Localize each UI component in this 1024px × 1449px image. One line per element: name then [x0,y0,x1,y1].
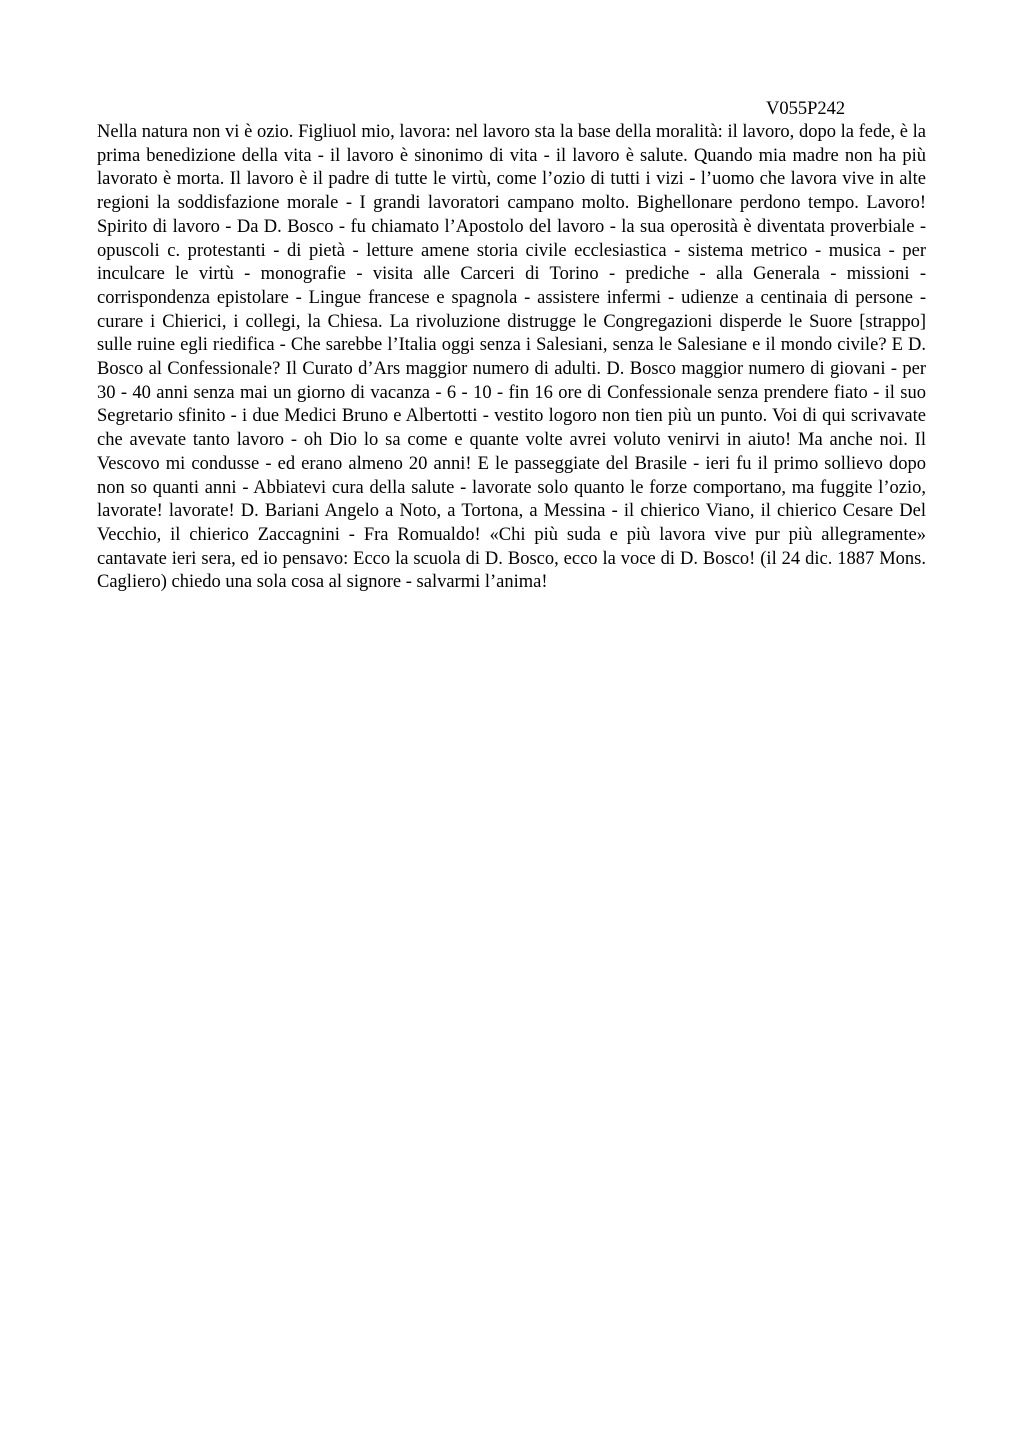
body-paragraph: Nella natura non vi è ozio. Figliuol mio, lavora: nel lavoro sta la base della moralità: il lavoro, dopo la fede, è la prima benedizione della vita - il lavoro è sinonimo di vita - il lavoro è salute. Quando mia madre non ha più lavorato è morta. Il lavoro è il padre di tutte le virtù, come l’ozio di tutti i vizi - l’uomo che lavora vive in alte regioni la soddisfazione morale - I grandi lavoratori campano molto. Bighellonare perdono tempo. Lavoro! Spirito di lavoro - Da D. Bosco - fu chiamato l’Apostolo del lavoro - la sua operosità è diventata proverbiale - opuscoli c. protestanti - di pietà - letture amene storia civile ecclesiastica - sistema metrico - musica - per inculcare le virtù - monografie - visita alle Carceri di Torino - prediche - alla Generala - missioni - corrispondenza epistolare - Lingue francese e spagnola - assistere infermi - udienze a centinaia di persone - curare i Chierici, i collegi, la Chiesa. La rivoluzione distrugge le Congregazioni disperde le Suore [strappo] sulle ruine egli riedifica - Che sarebbe l’Italia oggi senza i Salesiani, senza le Salesiane e il mondo civile? E D. Bosco al Confessionale? Il Curato d’Ars maggior numero di adulti. D. Bosco maggior numero di giovani - per 30 - 40 anni senza mai un giorno di vacanza - 6 - 10 - fin 16 ore di Confessionale senza prendere fiato - il suo Segretario sfinito - i due Medici Bruno e Albertotti - vestito logoro non tien più un punto. Voi di qui scrivavate che avevate tanto lavoro - oh Dio lo sa come e quante volte avrei voluto venirvi in aiuto! Ma anche noi. Il Vescovo mi condusse - ed erano almeno 20 anni! E le passeggiate del Brasile - ieri fu il primo sollievo dopo non so quanti anni - Abbiatevi cura della salute - lavorate solo quanto le forze comportano, ma fuggite l’ozio, lavorate! lavorate! D. Bariani Angelo a Noto, a Tortona, a Messina - il chierico Viano, il chierico Cesare Del Vecchio, il chierico Zaccagnini - Fra Romualdo! «Chi più suda e più lavora vive pur più allegramente» cantavate ieri sera, ed io pensavo: Ecco la scuola di D. Bosco, ecco la voce di D. Bosco! (il 24 dic. 1887 Mons. Cagliero) chiedo una sola cosa al signore - salvarmi l’anima! [97,122,926,593]
page-identifier: V055P242 [766,99,846,119]
